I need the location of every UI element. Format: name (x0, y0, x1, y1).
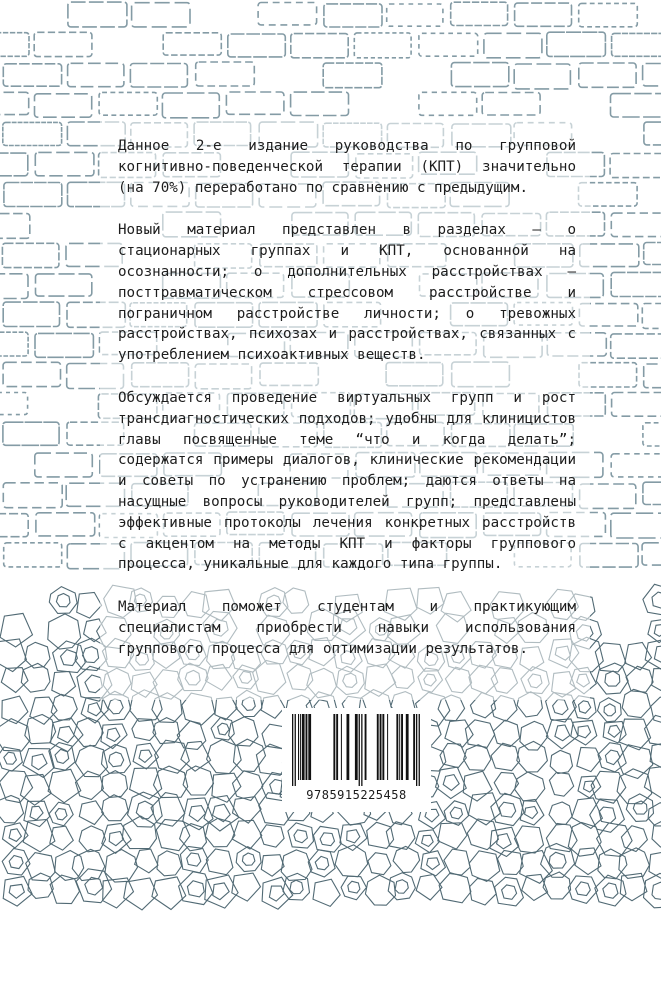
paragraph-benefit: Материал поможет студентам и практикующим специалистам приобрести навыки использования группового процесса для оптимизации результатов. (118, 599, 576, 657)
isbn-number: 9785915225458 (306, 788, 407, 802)
paragraph-edition: Данное 2-е издание руководства по групповой когнитивно-поведенческой терапии (КПТ) значительно (на 70%) переработано по сравнению с предыдущим. (118, 138, 576, 196)
description-text (118, 136, 576, 682)
isbn-barcode (282, 708, 431, 812)
paragraph-new-material: Новый материал представлен в разделах — о стационарных группах и КПТ, основанной на осознанности; о дополнительных расстройствах — посттравматическом стрессовом расстройстве и пограничном расстройстве личности; о тревожных расстройствах, психозах и расстройствах, связанных с употреблением психоактивных веществ. (118, 222, 576, 364)
barcode-bars (288, 714, 425, 786)
paragraph-discussion: Обсуждается проведение виртуальных групп и рост трансдиагностических подходов; удобны для клиницистов главы посвященные теме “что и когда делать”; содержатся примеры диалогов, клинические рекомендации и советы по устранению проблем; даются ответы на насущные вопросы руководителей групп; представлены эффективные протоколы лечения конкретных расстройств с акцентом на методы КПТ и факторы группового процесса, уникальные для каждого типа группы. (118, 389, 576, 573)
